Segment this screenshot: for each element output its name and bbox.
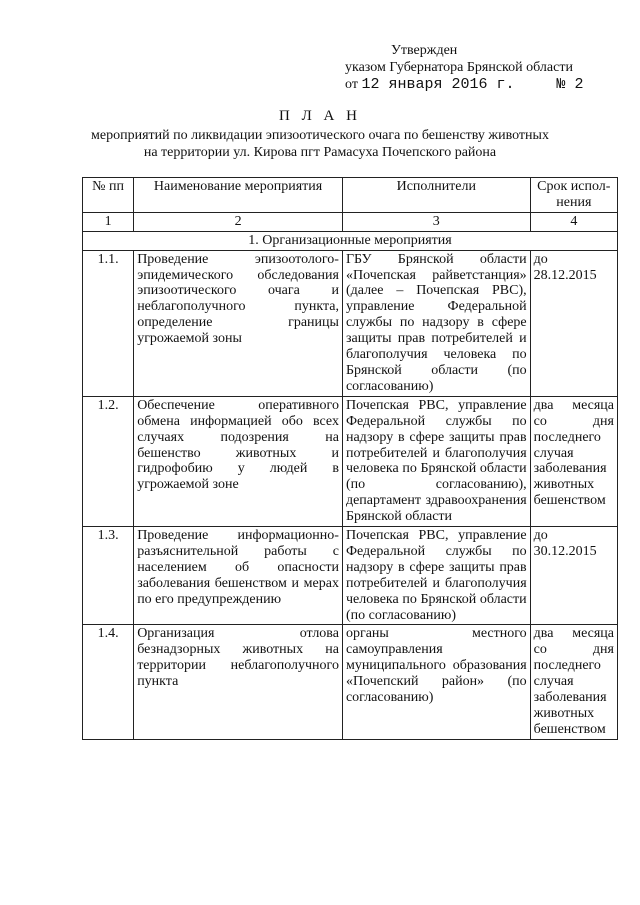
row-activity: Проведение эпизоотолого-эпидемического обследования эпизоотического очага и неблагополучного пункта, определение границы угрожаемой зоны	[134, 250, 343, 396]
header-number: № пп	[83, 178, 134, 213]
row-executors: органы местного самоуправления муниципального образования «Почепский район» (по согласованию)	[342, 625, 530, 739]
row-executors: Почепская РВС, управление Федеральной службы по надзору в сфере защиты прав потребителей и благополучия человека по Брянской области (по согласованию), департамент здравоохранения Брянской области	[342, 396, 530, 526]
column-number: 1	[83, 212, 134, 231]
plan-table	[82, 177, 618, 740]
row-number: 1.1.	[83, 250, 134, 396]
row-number: 1.2.	[83, 396, 134, 526]
header-deadline: Срок испол-нения	[530, 178, 617, 213]
document-title: П Л А Н	[279, 108, 361, 124]
row-number: 1.4.	[83, 625, 134, 739]
section-row	[83, 231, 618, 250]
table-row	[83, 396, 618, 526]
section-title: 1. Организационные мероприятия	[83, 231, 618, 250]
approval-prefix: от	[345, 77, 358, 92]
table-row	[83, 250, 618, 396]
header-executors: Исполнители	[342, 178, 530, 213]
subtitle-line-1: мероприятий по ликвидации эпизоотического очага по бешенству животных	[91, 128, 549, 143]
approval-block	[345, 42, 583, 93]
approval-number: № 2	[556, 76, 584, 93]
row-executors: ГБУ Брянской области «Почепская райветстанция» (далее – Почепская РВС), управление Федеральной службы по надзору в сфере защиты прав потребителей и благополучия человека по Брянской области (по согласованию)	[342, 250, 530, 396]
approval-title: Утвержден	[391, 43, 458, 58]
approval-date: 12 января 2016 г.	[361, 76, 515, 93]
column-number: 2	[134, 212, 343, 231]
row-deadline: два месяца со дня последнего случая заболевания животных бешенством	[530, 625, 617, 739]
approval-decree: указом Губернатора Брянской области	[345, 60, 573, 75]
column-number: 3	[342, 212, 530, 231]
row-deadline: два месяца со дня последнего случая заболевания животных бешенством	[530, 396, 617, 526]
table-row	[83, 527, 618, 625]
table-header-row	[83, 178, 618, 213]
row-activity: Проведение информационно-разъяснительной работы с населением об опасности заболевания бешенством и мерах по его предупреждению	[134, 527, 343, 625]
row-activity: Организация отлова безнадзорных животных на территории неблагополучного пункта	[134, 625, 343, 739]
document-subtitle	[0, 127, 640, 161]
table-row	[83, 625, 618, 739]
row-number: 1.3.	[83, 527, 134, 625]
header-activity: Наименование мероприятия	[134, 178, 343, 213]
row-activity: Обеспечение оперативного обмена информацией обо всех случаях подозрения на бешенство животных и гидрофобию у людей в угрожаемой зоне	[134, 396, 343, 526]
row-deadline: до 30.12.2015	[530, 527, 617, 625]
approval-date-line	[345, 76, 583, 93]
column-number-row	[83, 212, 618, 231]
row-executors: Почепская РВС, управление Федеральной службы по надзору в сфере защиты прав потребителей и благополучия человека по Брянской области (по согласованию)	[342, 527, 530, 625]
column-number: 4	[530, 212, 617, 231]
row-deadline: до 28.12.2015	[530, 250, 617, 396]
subtitle-line-2: на территории ул. Кирова пгт Рамасуха Почепского района	[143, 145, 497, 160]
